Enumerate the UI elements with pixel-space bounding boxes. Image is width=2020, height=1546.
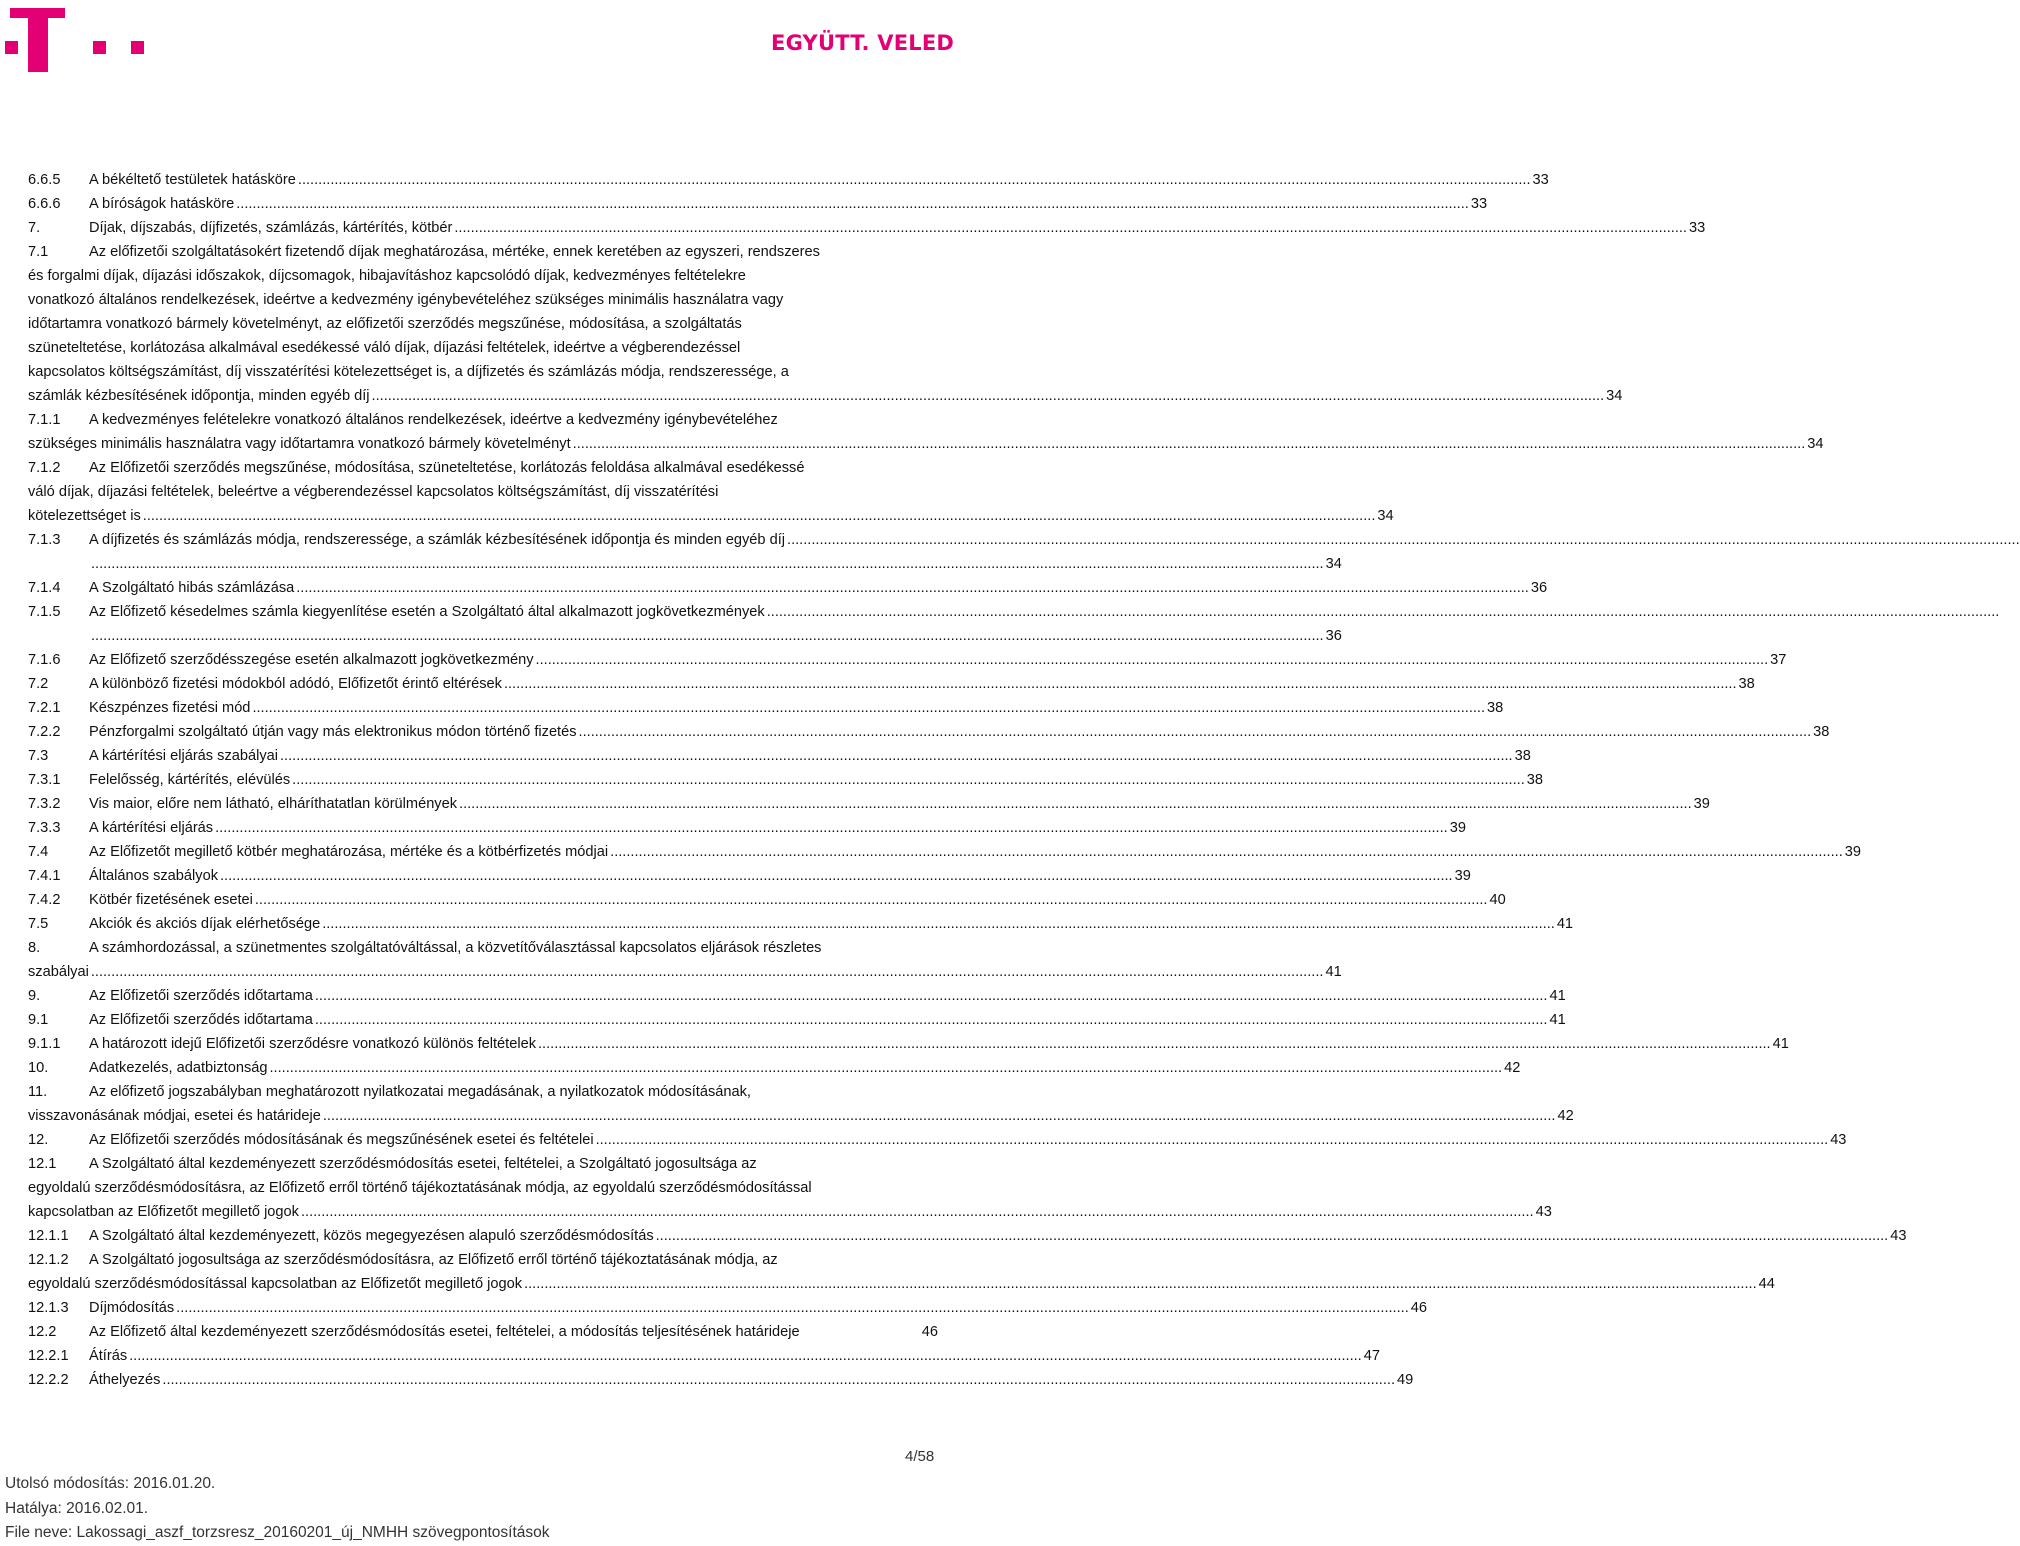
toc-page: 43 (1535, 1204, 1552, 1220)
toc-entry-row (28, 1224, 1907, 1248)
toc-entry-row (28, 216, 1706, 240)
toc-leader (536, 648, 1769, 672)
toc-number: 7.1.2 (28, 460, 61, 476)
toc-title-line: Az Előfizetői szerződés megszűnése, módosítása, szüneteltetése, korlátozás feloldása alkalmával esedékessé (89, 460, 805, 476)
toc-number: 7.1.6 (28, 652, 61, 668)
toc-page: 38 (1526, 772, 1544, 788)
toc-leader (129, 1344, 1362, 1368)
footer (5, 1472, 550, 1546)
toc-number: 7.2.1 (28, 700, 61, 716)
toc-title: A Szolgáltató hibás számlázása (89, 580, 295, 596)
toc-entry-row (28, 600, 938, 624)
toc-title-line: A Szolgáltató jogosultsága az szerződésmódosításra, az Előfizető erről történő tájékoztatásának módja, az (89, 1252, 778, 1268)
toc-entry-row (28, 1296, 1428, 1320)
toc-entry[interactable] (28, 1368, 1414, 1392)
toc-number: 12.1.3 (28, 1300, 69, 1316)
toc-entry[interactable] (28, 1128, 1847, 1152)
toc-title: Vis maior, előre nem látható, elháríthatatlan körülmények (89, 796, 458, 812)
toc-entry[interactable] (28, 528, 1342, 576)
toc-entry[interactable] (28, 984, 1566, 1008)
slogan: EGYÜTT. VELED (771, 31, 954, 55)
toc-number: 7.5 (28, 916, 49, 932)
toc-leader (656, 1224, 1889, 1248)
toc-page: 41 (1772, 1036, 1789, 1052)
toc-page: 39 (1844, 844, 1861, 860)
toc-entry[interactable] (28, 1248, 1775, 1296)
toc-number: 7. (28, 220, 41, 236)
toc-title-line: kötelezettséget is (28, 508, 141, 524)
toc-page: 38 (1487, 700, 1504, 716)
toc-number: 7.1.3 (28, 532, 61, 548)
toc-entry-line (28, 288, 938, 312)
toc-page: 34 (1807, 436, 1824, 452)
toc-entry-row (28, 1344, 1380, 1368)
toc-entry-row (28, 1056, 1521, 1080)
toc-title: Általános szabályok (89, 868, 218, 884)
toc-title: Az Előfizetőt megillető kötbér meghatározása, mértéke és a kötbérfizetés módjai (89, 844, 609, 860)
toc-leader (323, 1104, 1556, 1128)
page-number: 4/58 (905, 1448, 935, 1465)
toc-title: Pénzforgalmi szolgáltató útján vagy más elektronikus módon történő fizetés (89, 724, 577, 740)
toc-entry-row (28, 720, 1830, 744)
toc-entry-line (28, 480, 938, 504)
toc-title-line: és forgalmi díjak, díjazási időszakok, díjcsomagok, hibajavításhoz kapcsolódó díjak, kedvezményes feltételekre (28, 268, 746, 284)
toc-entry[interactable] (28, 168, 1549, 192)
toc-title-line: Az előfizetői szolgáltatásokért fizetendő díjak meghatározása, mértéke, ennek keretében az egyszeri, rendszeres (89, 244, 820, 260)
toc-title-line: szüneteltetése, korlátozása alkalmával esedékessé váló díjak, díjazási feltételek, ideértve a végberendezéssel (28, 340, 741, 356)
toc-entry[interactable] (28, 576, 1548, 600)
toc-leader (296, 576, 1529, 600)
toc-leader (322, 912, 1555, 936)
toc-number: 8. (28, 940, 41, 956)
toc-title-line: kapcsolatban az Előfizetőt megillető jogok (28, 1204, 299, 1220)
toc-title: A határozott idejű Előfizetői szerződésre vonatkozó különös feltételek (89, 1036, 536, 1052)
toc-page: 38 (1514, 748, 1531, 764)
toc-page: 43 (1890, 1228, 1907, 1244)
toc-entry[interactable] (28, 1344, 1380, 1368)
toc-title-line: szükséges minimális használatra vagy időtartamra vonatkozó bármely követelményt (28, 436, 571, 452)
toc-page: 33 (1470, 196, 1488, 212)
toc-title-line: kapcsolatos költségszámítást, díj visszatérítési kötelezettséget is, a díjfizetés és számlázás módja, rendszeressége, a (28, 364, 789, 380)
toc-number: 7.1.4 (28, 580, 61, 596)
toc-entry[interactable] (28, 744, 1531, 768)
toc-title-line: váló díjak, díjazási feltételek, beleértve a végberendezéssel kapcsolatos költségszámítást, díj visszatérítési (28, 484, 719, 500)
toc-page: 38 (1813, 724, 1830, 740)
toc-entry[interactable] (28, 600, 1342, 648)
toc-entry-line (28, 1248, 938, 1272)
toc-leader (91, 960, 1324, 984)
toc-leader (579, 720, 1812, 744)
toc-leader (315, 984, 1548, 1008)
toc-leader (372, 384, 1605, 408)
toc-entry[interactable] (28, 1296, 1428, 1320)
toc-title: Felelősség, kártérítés, elévülés (89, 772, 291, 788)
toc-leader (767, 600, 2000, 624)
toc-page: 39 (1449, 820, 1466, 836)
toc-entry-row (28, 648, 1787, 672)
toc-page: 47 (1363, 1348, 1380, 1364)
toc-entry-row (28, 504, 1394, 528)
toc-title: Adatkezelés, adatbiztonság (89, 1060, 268, 1076)
toc-entry-row (28, 576, 1548, 600)
toc-entry-line (28, 456, 938, 480)
toc-page: 44 (1758, 1276, 1775, 1292)
toc-number: 7.1 (28, 244, 49, 260)
toc-title: Az Előfizetői szerződés időtartama (89, 1012, 313, 1028)
toc-title: Az Előfizető késedelmes számla kiegyenlítése esetén a Szolgáltató által alkalmazott jogkövetkezmények (89, 604, 765, 620)
toc-leader (596, 1128, 1829, 1152)
toc-entry-line (28, 240, 938, 264)
toc-title: A békéltető testületek hatásköre (89, 172, 296, 188)
toc-page: 49 (1397, 1372, 1414, 1388)
toc-title: Díjak, díjszabás, díjfizetés, számlázás, kártérítés, kötbér (89, 220, 453, 236)
toc-entry-row (28, 864, 1471, 888)
toc-page: 42 (1504, 1060, 1521, 1076)
toc-entry[interactable] (28, 648, 1787, 672)
toc-leader (298, 168, 1531, 192)
toc-page: 46 (921, 1324, 938, 1340)
toc-number: 12.1 (28, 1156, 57, 1172)
toc-entry[interactable] (28, 1320, 938, 1344)
toc-entry[interactable] (28, 1080, 1574, 1128)
toc-leader (504, 672, 1737, 696)
toc-leader (454, 216, 1687, 240)
toc-entry-row (28, 192, 1488, 216)
toc-title-line: visszavonásának módjai, esetei és határideje (28, 1108, 321, 1124)
toc-title: Kötbér fizetésének esetei (89, 892, 253, 908)
toc-page: 39 (1454, 868, 1471, 884)
toc-page: 42 (1557, 1108, 1574, 1124)
toc-entry-row (28, 768, 1544, 792)
toc-number: 7.3.1 (28, 772, 61, 788)
toc-entry[interactable] (28, 912, 1574, 936)
toc-page: 41 (1549, 988, 1566, 1004)
toc-title: Készpénzes fizetési mód (89, 700, 251, 716)
toc-entry-line (28, 336, 938, 360)
toc-entry-row (28, 1032, 1789, 1056)
toc-title-line: időtartamra vonatkozó bármely követelményt, az előfizetői szerződés megszűnése, módosítása, a szolgáltatás (28, 316, 742, 332)
toc-entry[interactable] (28, 936, 1342, 984)
toc-entry-row (28, 1320, 938, 1344)
toc-leader (176, 1296, 1409, 1320)
toc-number: 7.1.5 (28, 604, 61, 620)
toc-entry[interactable] (28, 408, 1824, 456)
toc-title: Akciók és akciós díjak elérhetősége (89, 916, 321, 932)
toc-entry-line (28, 408, 938, 432)
toc-number: 12.1.1 (28, 1228, 69, 1244)
toc-number: 7.2.2 (28, 724, 61, 740)
toc-entry-row (28, 552, 1342, 576)
toc-entry-row (28, 384, 1623, 408)
toc-entry-row (28, 1272, 1775, 1296)
toc-entry-line (28, 312, 938, 336)
toc-entry[interactable] (28, 720, 1830, 744)
footer-filename: File neve: Lakossagi_aszf_torzsresz_20160201_új_NMHH szövegpontosítások (5, 1524, 550, 1541)
toc-entry-row (28, 672, 1755, 696)
toc-title-line: számlák kézbesítésének időpontja, minden egyéb díj (28, 388, 370, 404)
toc-page: 36 (1530, 580, 1548, 596)
toc-number: 12.1.2 (28, 1252, 69, 1268)
toc-title: A különböző fizetési módokból adódó, Előfizetőt érintő eltérések (89, 676, 502, 692)
toc-title: Az Előfizetői szerződés módosításának és megszűnésének esetei és feltételei (89, 1132, 594, 1148)
toc-title: Áthelyezés (89, 1372, 161, 1388)
toc-leader (236, 192, 1469, 216)
toc-page: 33 (1532, 172, 1549, 188)
toc-entry-row (28, 432, 1824, 456)
toc-number: 7.3 (28, 748, 49, 764)
footer-effective: Hatálya: 2016.02.01. (5, 1499, 149, 1517)
toc-entry-row (28, 984, 1566, 1008)
toc-entry-row (28, 960, 1342, 984)
toc-entry[interactable] (28, 192, 1488, 216)
toc-entry-row (28, 792, 1710, 816)
toc-entry-row (28, 1104, 1574, 1128)
toc-entry-line (28, 264, 938, 288)
toc-title: A bíróságok hatásköre (89, 196, 235, 212)
toc-entry[interactable] (28, 792, 1710, 816)
toc-number: 11. (28, 1084, 48, 1100)
toc-leader (538, 1032, 1771, 1056)
toc-title: A kártérítési eljárás szabályai (89, 748, 278, 764)
toc-number: 9.1.1 (28, 1036, 61, 1052)
logo-t-stem (28, 8, 48, 72)
toc-entry-line (28, 360, 938, 384)
toc-entry[interactable] (28, 1008, 1566, 1032)
toc-page: 34 (1606, 388, 1623, 404)
toc-entry[interactable] (28, 1224, 1907, 1248)
toc-title-line: A kedvezményes felételekre vonatkozó általános rendelkezések, ideértve a kedvezmény igénybevételéhez (89, 412, 778, 428)
toc-entry-line (28, 936, 938, 960)
toc-leader (573, 432, 1806, 456)
toc-leader (91, 552, 1324, 576)
toc-title-line: vonatkozó általános rendelkezések, ideértve a kedvezmény igénybevételéhez szükséges minimális használatra vagy (28, 292, 784, 308)
toc-title: A Szolgáltató által kezdeményezett, közös megegyezésen alapuló szerződésmódosítás (89, 1228, 654, 1244)
toc-entry-row (28, 1128, 1847, 1152)
logo-square (93, 41, 106, 54)
toc-page: 38 (1738, 676, 1755, 692)
toc-leader (524, 1272, 1757, 1296)
toc-leader (252, 696, 1485, 720)
toc-entry-row (28, 528, 938, 552)
toc-number: 9.1 (28, 1012, 49, 1028)
toc-page: 36 (1325, 628, 1342, 644)
toc-leader (787, 528, 2020, 552)
toc-page: 34 (1325, 556, 1342, 572)
toc-title-line: egyoldalú szerződésmódosításra, az Előfizető erről történő tájékoztatásának módja, az egyoldalú szerződésmódosítással (28, 1180, 812, 1196)
toc-number: 7.1.1 (28, 412, 61, 428)
toc-number: 7.4.1 (28, 868, 61, 884)
toc-entry-line (28, 1080, 938, 1104)
toc-number: 6.6.6 (28, 196, 61, 212)
toc-entry-row (28, 1200, 1552, 1224)
toc-entry-row (28, 744, 1531, 768)
toc-leader (91, 624, 1324, 648)
toc-entry[interactable] (28, 1152, 1552, 1224)
toc-entry-row (28, 816, 1466, 840)
toc-entry[interactable] (28, 864, 1471, 888)
toc-title: A kártérítési eljárás (89, 820, 214, 836)
toc-entry-row (28, 1368, 1414, 1392)
toc-entry-row (28, 168, 1549, 192)
toc-entry[interactable] (28, 216, 1706, 240)
toc-title: A díjfizetés és számlázás módja, rendszeressége, a számlák kézbesítésének időpontja és minden egyéb díj (89, 532, 786, 548)
toc-title-line: egyoldalú szerződésmódosítással kapcsolatban az Előfizetőt megillető jogok (28, 1276, 523, 1292)
toc-number: 12.2.2 (28, 1372, 69, 1388)
toc-entry-row (28, 888, 1506, 912)
toc-page: 40 (1489, 892, 1506, 908)
toc-page: 39 (1693, 796, 1710, 812)
toc-number: 12. (28, 1132, 49, 1148)
toc-leader (215, 816, 1448, 840)
toc-page: 43 (1830, 1132, 1847, 1148)
toc-entry[interactable] (28, 696, 1504, 720)
toc-leader (292, 768, 1525, 792)
toc-entry-row (28, 696, 1504, 720)
toc-number: 6.6.5 (28, 172, 61, 188)
toc-page: 37 (1770, 652, 1787, 668)
toc-number: 12.2.1 (28, 1348, 69, 1364)
toc-number: 7.4.2 (28, 892, 61, 908)
toc-leader (610, 840, 1843, 864)
toc-number: 7.2 (28, 676, 49, 692)
toc-entry-row (28, 1008, 1566, 1032)
toc-entry[interactable] (28, 456, 1394, 528)
toc-number: 9. (28, 988, 41, 1004)
toc-title-line: Az előfizető jogszabályban meghatározott nyilatkozatai megadásának, a nyilatkozatok módosításának, (89, 1084, 751, 1100)
toc-title: Az Előfizető szerződésszegése esetén alkalmazott jogkövetkezmény (89, 652, 534, 668)
toc-title: Átírás (89, 1348, 128, 1364)
toc-leader (220, 864, 1453, 888)
toc-number: 7.3.3 (28, 820, 61, 836)
toc-entry[interactable] (28, 240, 1623, 408)
toc-number: 7.3.2 (28, 796, 61, 812)
toc-entry[interactable] (28, 1032, 1789, 1056)
toc-entry[interactable] (28, 672, 1755, 696)
toc-entry-row (28, 912, 1574, 936)
logo-square (131, 41, 144, 54)
toc-page: 41 (1325, 964, 1342, 980)
toc-leader (143, 504, 1376, 528)
toc-number: 10. (28, 1060, 49, 1076)
toc-leader (301, 1200, 1534, 1224)
toc-entry-row (28, 624, 1342, 648)
toc-number: 12.2 (28, 1324, 57, 1340)
toc-leader (255, 888, 1488, 912)
toc-leader (280, 744, 1513, 768)
toc-title-line: A Szolgáltató által kezdeményezett szerződésmódosítás esetei, feltételei, a Szolgáltató jogosultsága az (89, 1156, 757, 1172)
toc-page: 41 (1556, 916, 1574, 932)
logo-square (5, 41, 18, 54)
toc-title: Az Előfizető által kezdeményezett szerződésmódosítás esetei, feltételei, a módosítás teljesítésének határideje (89, 1324, 800, 1340)
toc-entry[interactable] (28, 840, 1861, 864)
toc-title-line: szabályai (28, 964, 89, 980)
toc-leader (162, 1368, 1395, 1392)
toc-title: Díjmódosítás (89, 1300, 175, 1316)
toc-entry[interactable] (28, 768, 1544, 792)
footer-modified: Utolsó módosítás: 2016.01.20. (5, 1475, 216, 1492)
toc-entry[interactable] (28, 1056, 1521, 1080)
toc-entry-line (28, 1152, 938, 1176)
table-of-contents (28, 168, 1907, 1392)
toc-page: 34 (1377, 508, 1394, 524)
toc-leader (315, 1008, 1548, 1032)
toc-title-line: A számhordozással, a szünetmentes szolgáltatóváltással, a közvetítőválasztással kapcsolatos eljárások részletes (89, 940, 822, 956)
toc-leader (270, 1056, 1503, 1080)
toc-entry-row (28, 840, 1861, 864)
toc-title: Az Előfizetői szerződés időtartama (89, 988, 313, 1004)
toc-page: 33 (1688, 220, 1706, 236)
toc-number: 7.4 (28, 844, 49, 860)
toc-page: 41 (1549, 1012, 1566, 1028)
toc-page: 46 (1410, 1300, 1428, 1316)
toc-entry[interactable] (28, 816, 1466, 840)
telekom-logo (5, 8, 165, 73)
toc-entry-line (28, 1176, 938, 1200)
toc-entry[interactable] (28, 888, 1506, 912)
toc-leader (459, 792, 1692, 816)
